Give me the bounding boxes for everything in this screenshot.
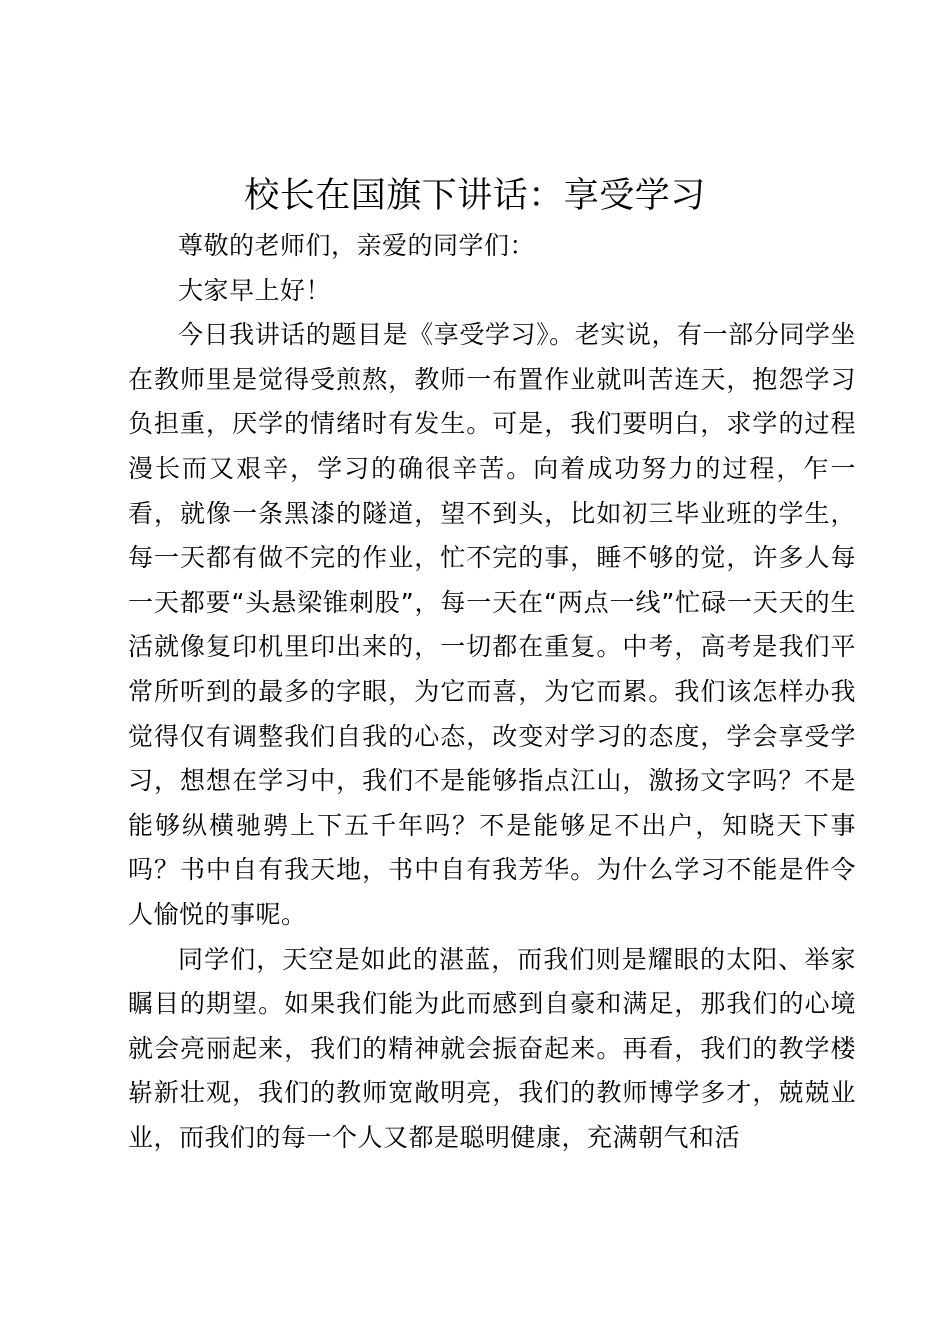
- document-body: [128, 224, 856, 1160]
- greeting-paragraph: 大家早上好！: [178, 275, 332, 305]
- document-title: 校长在国旗下讲话：享受学习: [244, 176, 706, 216]
- body-paragraph: 今日我讲话的题目是《享受学习》。老实说，有一部分同学坐在教师里是觉得受煎熬，教师一布置作业就叫苦连天，抱怨学习负担重，厌学的情绪时有发生。可是，我们要明白，求学的过程漫长而又艰辛，学习的确很辛苦。向着成功努力的过程，乍一看，就像一条黑漆的隧道，望不到头，比如初三毕业班的学生，每一天都有做不完的作业，忙不完的事，睡不够的觉，许多人每一天都要“头悬梁锥刺股”，每一天在“两点一线”忙碌一天天的生活就像复印机里印出来的，一切都在重复。中考，高考是我们平常所听到的最多的字眼，为它而喜，为它而累。我们该怎样办我觉得仅有调整我们自我的心态，改变对学习的态度，学会享受学习，想想在学习中，我们不是能够指点江山，激扬文字吗？不是能够纵横驰骋上下五千年吗？不是能够足不出户，知晓天下事吗？书中自有我天地，书中自有我芳华。为什么学习不能是件令人愉悦的事呢。: [128, 320, 856, 929]
- salutation-paragraph: 尊敬的老师们，亲爱的同学们：: [178, 231, 536, 260]
- body-paragraph: 同学们，天空是如此的湛蓝，而我们则是耀眼的太阳、举家瞩目的期望。如果我们能为此而感到自豪和满足，那我们的心境就会亮丽起来，我们的精神就会振奋起来。再看，我们的教学楼崭新壮观，我们的教师宽敞明亮，我们的教师博学多才，兢兢业业，而我们的每一个人又都是聪明健康，充满朝气和活: [128, 944, 856, 1152]
